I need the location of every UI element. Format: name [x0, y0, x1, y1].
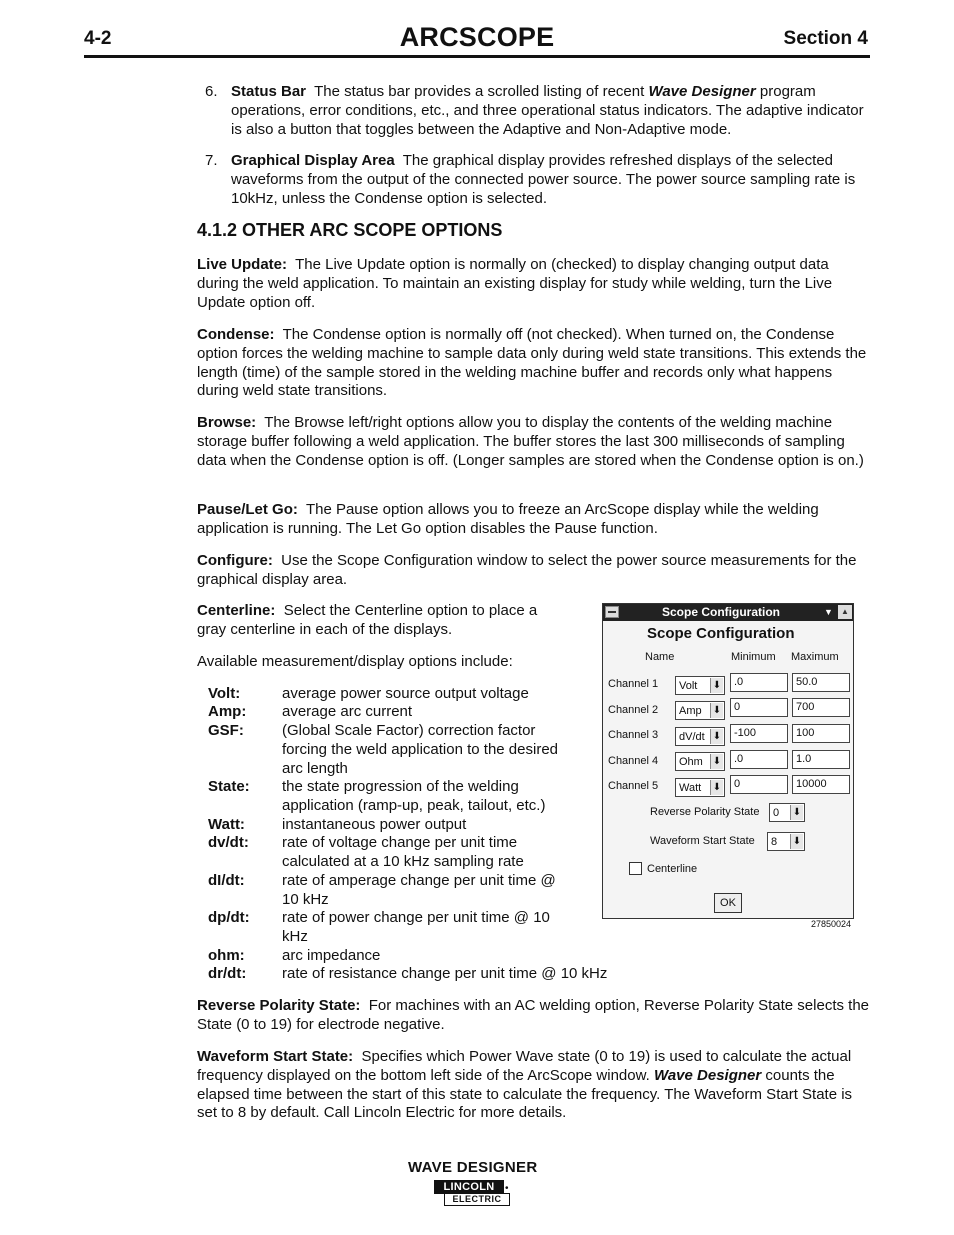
- option-line: average arc current: [282, 703, 413, 720]
- section-label: Section 4: [783, 28, 868, 49]
- waveform-start-label: Waveform Start State: [650, 835, 755, 847]
- dropdown-arrow-icon[interactable]: ⬇: [710, 780, 723, 795]
- scope-configuration-dialog: [602, 603, 854, 919]
- para-term: Configure:: [197, 552, 273, 569]
- select-value: dV/dt: [679, 731, 705, 743]
- option-desc: [282, 816, 582, 835]
- para-configure: [197, 552, 871, 590]
- item-text: The graphical display provides refreshed displays of the selected waveforms from the output of the connected power source. The power source sampling rate is 10kHz, unless the Condense option is selected.: [231, 152, 856, 207]
- dialog-title: Scope Configuration: [662, 605, 780, 619]
- channel-5-minimum-input[interactable]: 0: [730, 775, 788, 794]
- column-header-minimum: Minimum: [731, 651, 776, 663]
- option-key: State:: [208, 778, 250, 795]
- brand-wave-designer: Wave Designer: [648, 83, 756, 100]
- waveform-start-select[interactable]: [767, 832, 805, 851]
- option-key: ohm:: [208, 947, 245, 964]
- column-header-name: Name: [645, 651, 675, 663]
- section-heading: 4.1.2 OTHER ARC SCOPE OPTIONS: [197, 220, 503, 240]
- item-term: Graphical Display Area: [231, 152, 395, 169]
- option-desc: [282, 703, 582, 722]
- item-6-number: 6.: [205, 83, 218, 100]
- option-key: GSF:: [208, 722, 244, 739]
- option-line: rate of power change per unit time @ 10: [282, 909, 550, 926]
- option-line: forcing the weld application to the desired: [282, 740, 559, 758]
- channel-2-select[interactable]: [675, 701, 725, 720]
- reverse-polarity-select[interactable]: [769, 803, 805, 822]
- channel-3-minimum-input[interactable]: -100: [730, 724, 788, 743]
- para-text: The Condense option is normally off (not checked). When turned on, the Condense option forces the welding machine to sample data only during weld state transitions. This extends the length (time) of the sample stored in the welding machine buffer and records only what happens during weld state transitions.: [197, 326, 867, 400]
- para-text: Specifies which Power Wave state (0 to 19) is used to calculate the actual frequency displayed on the bottom left side of the ArcScope window.: [197, 1048, 852, 1084]
- para-text: counts the elapsed time between the start of this state to calculate the frequency. The Waveform Start State is set to 8 by default. Call Lincoln Electric for more details.: [197, 1066, 853, 1122]
- option-key: Amp:: [208, 703, 247, 720]
- maximize-icon[interactable]: ▲: [838, 605, 852, 619]
- option-line: average power source output voltage: [282, 685, 529, 702]
- option-desc: [282, 947, 582, 966]
- options-intro: Available measurement/display options include:: [197, 653, 513, 670]
- dropdown-arrow-icon[interactable]: ⬇: [710, 703, 723, 718]
- column-header-maximum: Maximum: [791, 651, 839, 663]
- para-reverse-polarity: [197, 997, 871, 1035]
- channel-1-maximum-input[interactable]: 50.0: [792, 673, 850, 692]
- logo-bottom-text: ELECTRIC: [444, 1193, 510, 1206]
- para-pause: [197, 501, 871, 539]
- dropdown-arrow-icon[interactable]: ⬇: [710, 754, 723, 769]
- dropdown-arrow-icon[interactable]: ⬇: [710, 678, 723, 693]
- option-key: dv/dt:: [208, 834, 249, 851]
- option-line: rate of voltage change per unit time: [282, 834, 518, 851]
- para-condense: [197, 326, 871, 401]
- channel-1-minimum-input[interactable]: .0: [730, 673, 788, 692]
- para-text: Select the Centerline option to place a gray centerline in each of the displays.: [197, 602, 538, 638]
- dropdown-arrow-icon[interactable]: ⬇: [710, 729, 723, 744]
- reverse-polarity-label: Reverse Polarity State: [650, 806, 760, 818]
- minimize-icon[interactable]: ▼: [824, 607, 833, 617]
- channel-3-label: Channel 3: [608, 729, 659, 741]
- channel-2-minimum-input[interactable]: 0: [730, 698, 788, 717]
- para-text: Use the Scope Configuration window to select the power source measurements for the graphical display area.: [197, 552, 857, 588]
- item-7-number: 7.: [205, 152, 218, 169]
- item-graphical-display: [231, 152, 871, 208]
- channel-3-maximum-input[interactable]: 100: [792, 724, 850, 743]
- ok-button[interactable]: OK: [714, 893, 742, 913]
- brand-wave-designer: Wave Designer: [653, 1066, 762, 1084]
- option-line: calculated at a 10 kHz sampling rate: [282, 852, 524, 870]
- footer-product-name: WAVE DESIGNER: [408, 1159, 538, 1176]
- option-key: dI/dt:: [208, 872, 245, 889]
- page-title: ARCSCOPE: [399, 22, 555, 52]
- channel-1-select[interactable]: [675, 676, 725, 695]
- para-term: Browse:: [197, 414, 257, 431]
- option-desc: [282, 722, 582, 778]
- para-text: The Browse left/right options allow you to display the contents of the welding machine storage buffer following a weld application. The buffer stores the last 300 milliseconds of sampling data when the Condense option is off. (Longer samples are stored when the Condense option is on.): [197, 414, 864, 469]
- channel-2-label: Channel 2: [608, 704, 659, 716]
- para-term: Reverse Polarity State:: [197, 997, 361, 1014]
- option-line: rate of resistance change per unit time @ 10 kHz: [282, 965, 608, 982]
- dialog-heading: Scope Configuration: [647, 625, 795, 642]
- option-key: dr/dt:: [208, 965, 247, 982]
- option-line: 10 kHz: [282, 890, 329, 908]
- option-desc: [282, 965, 682, 984]
- channel-5-maximum-input[interactable]: 10000: [792, 775, 850, 794]
- page-header: [84, 22, 870, 58]
- select-value: Ohm: [679, 756, 703, 768]
- option-desc: [282, 909, 582, 947]
- select-value: Amp: [679, 705, 702, 717]
- option-line: arc impedance: [282, 947, 381, 964]
- dropdown-arrow-icon[interactable]: ⬇: [790, 834, 803, 849]
- para-browse: [197, 414, 871, 470]
- option-line: application (ramp-up, peak, tailout, etc.): [282, 796, 546, 814]
- option-desc: [282, 778, 582, 816]
- channel-5-select[interactable]: [675, 778, 725, 797]
- para-term: Centerline:: [197, 602, 276, 619]
- item-text: The status bar provides a scrolled listing of recent: [314, 83, 649, 100]
- select-value: 0: [773, 807, 780, 819]
- select-value: 8: [771, 836, 778, 848]
- para-text: The Live Update option is normally on (checked) to display changing output data during the weld application. To maintain an existing display for study while welding, turn the Live Update option off.: [197, 256, 833, 311]
- option-key: Volt:: [208, 685, 241, 702]
- channel-4-select[interactable]: [675, 752, 725, 771]
- centerline-checkbox-label: Centerline: [647, 863, 698, 875]
- option-desc: [282, 834, 582, 872]
- option-line: arc length: [282, 759, 348, 777]
- dropdown-arrow-icon[interactable]: ⬇: [790, 805, 803, 820]
- figure-number: 27850024: [811, 919, 852, 929]
- select-value: Volt: [679, 680, 698, 692]
- dialog-titlebar: [603, 604, 853, 621]
- channel-4-maximum-input[interactable]: 1.0: [792, 750, 850, 769]
- para-text: The Pause option allows you to freeze an ArcScope display while the welding application is running. The Let Go option disables the Pause function.: [197, 501, 819, 537]
- lincoln-electric-logo: [434, 1180, 514, 1207]
- header-rule: [84, 55, 870, 58]
- logo-top-text: LINCOLN: [434, 1180, 504, 1194]
- para-live-update: [197, 256, 871, 312]
- option-desc: [282, 685, 582, 704]
- logo-mark: •: [505, 1183, 509, 1194]
- option-key: dp/dt:: [208, 909, 250, 926]
- option-line: (Global Scale Factor) correction factor: [282, 722, 536, 739]
- channel-1-label: Channel 1: [608, 678, 659, 690]
- option-key: Watt:: [208, 816, 245, 833]
- para-term: Live Update:: [197, 256, 288, 273]
- centerline-checkbox[interactable]: [629, 862, 642, 875]
- para-term: Pause/Let Go:: [197, 501, 298, 518]
- channel-5-label: Channel 5: [608, 780, 659, 792]
- para-term: Condense:: [197, 326, 275, 343]
- para-text: For machines with an AC welding option, Reverse Polarity State selects the State (0 to 19) for electrode negative.: [197, 997, 870, 1033]
- option-line: rate of amperage change per unit time @: [282, 872, 556, 889]
- item-term: Status Bar: [231, 83, 307, 100]
- channel-4-minimum-input[interactable]: .0: [730, 750, 788, 769]
- channel-3-select[interactable]: [675, 727, 725, 746]
- item-status-bar: [231, 83, 871, 139]
- channel-2-maximum-input[interactable]: 700: [792, 698, 850, 717]
- option-desc: [282, 872, 582, 910]
- para-centerline: [197, 602, 567, 640]
- option-line: instantaneous power output: [282, 816, 467, 833]
- item-text: program operations, error conditions, etc., and three operational status indicators. The adaptive indicator is also a button that toggles between the Adaptive and Non-Adaptive mode.: [231, 83, 864, 138]
- para-waveform-start: [197, 1048, 871, 1123]
- select-value: Watt: [679, 782, 702, 794]
- channel-4-label: Channel 4: [608, 755, 659, 767]
- para-term: Waveform Start State:: [197, 1048, 354, 1065]
- option-line: the state progression of the welding: [282, 778, 519, 795]
- page-number: 4-2: [84, 28, 112, 49]
- option-line: kHz: [282, 927, 308, 945]
